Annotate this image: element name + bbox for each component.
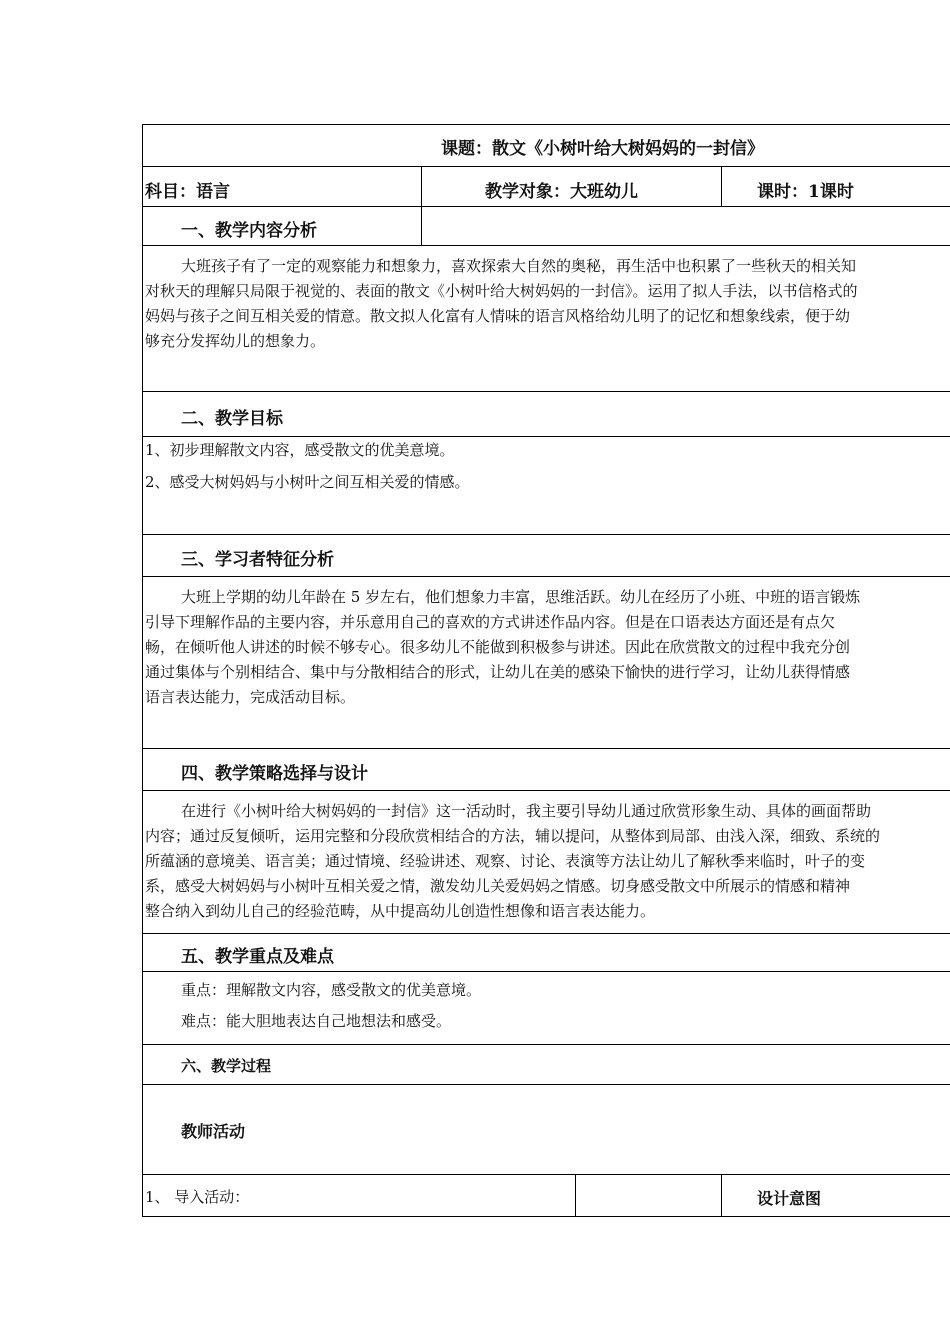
section-2-heading-row: [143, 392, 950, 437]
section-4-body: [143, 791, 950, 934]
step-1-label: 1、 导入活动：: [145, 1188, 250, 1206]
text-line: 大班上学期的幼儿年龄在 5 岁左右，他们想象力丰富，思维活跃。幼儿在经历了小班、中班的语言锻炼: [181, 588, 861, 606]
section-heading: 四、教学策略选择与设计: [181, 764, 368, 784]
section-3-body: [143, 577, 950, 749]
text-line: 系，感受大树妈妈与小树叶互相关爱之情，激发幼儿关爱妈妈之情感。切身感受散文中所展示的情感和精神: [145, 877, 851, 895]
subject-label: 科目：语言: [145, 182, 230, 202]
teacher-activity-row: [143, 1085, 950, 1175]
text-line: 引导下理解作品的主要内容，并乐意用自己的喜欢的方式讲述作品内容。但是在口语表达方面还是有点欠: [145, 613, 836, 631]
content-analysis-text: [145, 254, 858, 354]
section-1-body: [143, 246, 950, 392]
cell-divider: [421, 167, 422, 206]
section-heading: 六、教学过程: [181, 1057, 272, 1075]
step-row: [143, 1175, 950, 1217]
key-point-item: 重点：理解散文内容，感受散文的优美意境。: [181, 981, 482, 999]
key-points-list: [181, 975, 481, 1037]
text-line: 对秋天的理解只局限于视觉的、表面的散文《小树叶给大树妈妈的一封信》。运用了拟人手法，以书信格式的: [145, 282, 858, 300]
text-line: 所蕴涵的意境美、语言美；通过情境、经验讲述、观察、讨论、表演等方法让幼儿了解秋季来临时，叶子的变: [145, 852, 866, 870]
section-1-heading-row: [143, 207, 950, 246]
goal-item: 1、初步理解散文内容，感受散文的优美意境。: [145, 441, 455, 459]
section-5-heading-row: [143, 934, 950, 972]
duration-label: 课时：1课时: [757, 182, 854, 202]
cell-divider: [575, 1175, 576, 1216]
teacher-activity-label: 教师活动: [181, 1122, 246, 1141]
teaching-goals-list: [145, 434, 470, 498]
section-heading: 一、教学内容分析: [181, 221, 317, 241]
section-heading: 五、教学重点及难点: [181, 947, 334, 967]
cell-divider: [721, 1175, 722, 1216]
section-heading: 二、教学目标: [181, 409, 283, 429]
section-3-heading-row: [143, 535, 950, 577]
lesson-plan-table: [142, 124, 950, 1217]
section-6-heading-row: [143, 1045, 950, 1085]
title-row: [143, 125, 950, 167]
design-intent-label: 设计意图: [757, 1189, 822, 1208]
meta-row: [143, 167, 950, 207]
strategy-text: [145, 799, 880, 924]
cell-divider: [421, 207, 422, 245]
section-5-body: [143, 972, 950, 1045]
text-line: 大班孩子有了一定的观察能力和想象力，喜欢探索大自然的奥秘，再生活中也积累了一些秋天的相关知: [181, 257, 857, 275]
section-4-heading-row: [143, 749, 950, 791]
text-line: 整合纳入到幼儿自己的经验范畴，从中提高幼儿创造性想像和语言表达能力。: [145, 902, 656, 920]
audience-label: 教学对象：大班幼儿: [485, 182, 638, 202]
cell-divider: [721, 167, 722, 206]
difficulty-item: 难点：能大胆地表达自己地想法和感受。: [181, 1012, 452, 1030]
text-line: 内容；通过反复倾听，运用完整和分段欣赏相结合的方法，辅以提问，从整体到局部、由浅入深，细致、系统的: [145, 827, 881, 845]
lesson-title: 课题：散文《小树叶给大树妈妈的一封信》: [441, 139, 764, 159]
goal-item: 2、感受大树妈妈与小树叶之间互相关爱的情感。: [145, 473, 470, 491]
text-line: 妈妈与孩子之间互相关爱的情意。散文拟人化富有人情味的语言风格给幼儿明了的记忆和想象线索，便于幼: [145, 307, 851, 325]
text-line: 够充分发挥幼儿的想象力。: [145, 332, 326, 350]
text-line: 畅，在倾听他人讲述的时候不够专心。很多幼儿不能做到积极参与讲述。因此在欣赏散文的过程中我充分创: [145, 638, 851, 656]
learner-analysis-text: [145, 585, 860, 710]
section-2-body: [143, 437, 950, 535]
text-line: 在进行《小树叶给大树妈妈的一封信》这一活动时，我主要引导幼儿通过欣赏形象生动、具体的画面帮助: [181, 802, 872, 820]
text-line: 通过集体与个别相结合、集中与分散相结合的形式，让幼儿在美的感染下愉快的进行学习，让幼儿获得情感: [145, 663, 851, 681]
section-heading: 三、学习者特征分析: [181, 550, 334, 570]
text-line: 语言表达能力，完成活动目标。: [145, 688, 356, 706]
